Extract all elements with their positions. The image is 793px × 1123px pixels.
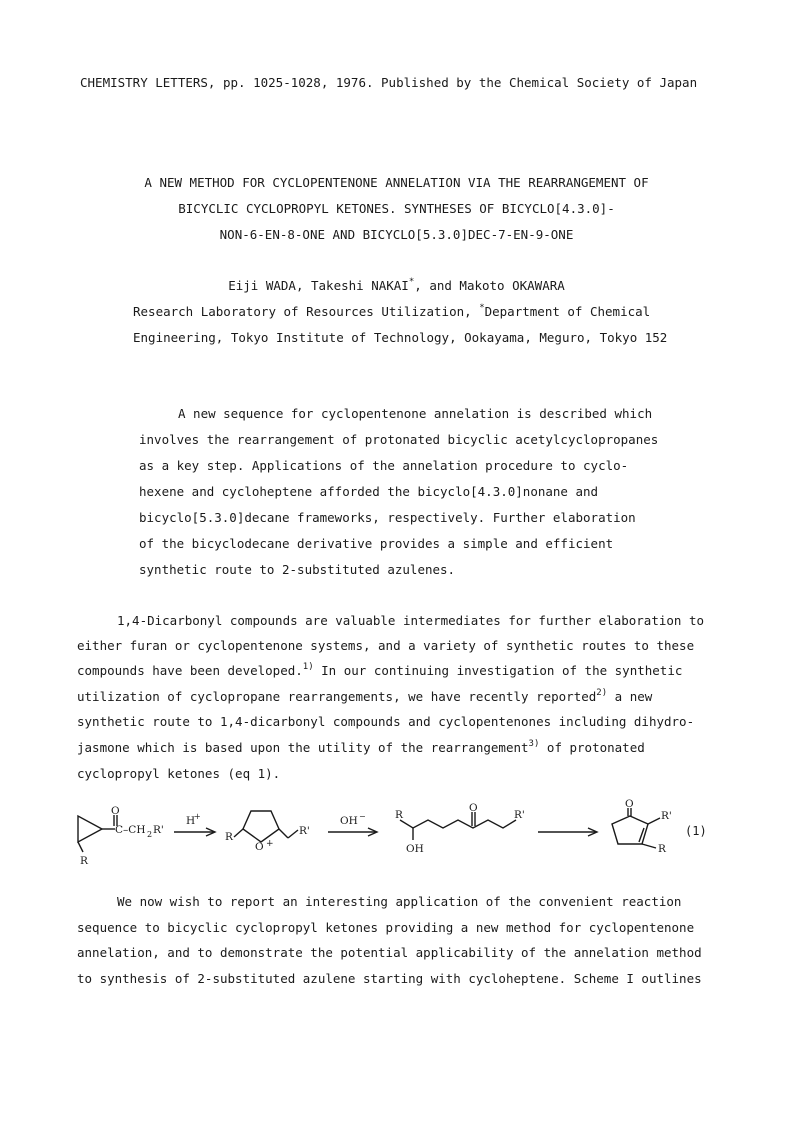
title-line-3: NON-6-EN-8-ONE AND BICYCLO[5.3.0]DEC-7-EN-9-ONE (219, 227, 574, 242)
cyclopropane-ring (78, 816, 102, 842)
body-line-4 (77, 689, 652, 704)
body-line-3-text-a: compounds have been developed. (77, 663, 303, 678)
bond-to-r (78, 842, 83, 852)
affiliation-line-1 (133, 304, 650, 319)
enone-bond-to-rprime (648, 818, 660, 824)
body-line-6-text-a: jasmone which is based upon the utility of the rearrangement (77, 740, 529, 755)
ring-bond-right-a (279, 829, 288, 838)
oxolanium-ring (243, 811, 279, 842)
body2-line-3: annelation, and to demonstrate the potential applicability of the annelation method (77, 945, 702, 960)
body-line-6-text-b: of protonated (539, 740, 645, 755)
abstract-line-1: A new sequence for cyclopentenone annelation is described which (178, 406, 653, 421)
rprime-label-2: R' (299, 825, 310, 837)
ref-1: 1) (302, 662, 314, 672)
r-label-3: R (395, 809, 403, 821)
body2-line-4: to synthesis of 2-substituted azulene starting with cycloheptene. Scheme I outlines (77, 971, 702, 986)
chain-carbonyl-oxygen: O (469, 802, 478, 814)
abstract-line-7: synthetic route to 2-substituted azulenes. (139, 562, 456, 577)
journal-header: CHEMISTRY LETTERS, pp. 1025-1028, 1976. Published by the Chemical Society of Japan (80, 75, 698, 90)
abstract-line-5: bicyclo[5.3.0]decane frameworks, respectively. Further elaboration (139, 510, 636, 525)
abstract-line-2: involves the rearrangement of protonated bicyclic acetylcyclopropanes (139, 432, 659, 447)
reaction-scheme-eq1 (70, 798, 750, 878)
reagent-h: H (186, 815, 196, 827)
authors (0, 278, 793, 293)
title-line-2: BICYCLIC CYCLOPROPYL KETONES. SYNTHESES OF BICYCLO[4.3.0]- (178, 201, 615, 216)
affiliation-mark: * (479, 303, 485, 313)
reagent-h-charge: + (194, 812, 201, 821)
ref-2: 2) (596, 688, 608, 698)
ch2-subscript: 2 (147, 830, 153, 839)
r-label-2: R (225, 831, 233, 843)
hydroxyl-label: OH (406, 843, 424, 855)
abstract-line-4: hexene and cycloheptene afforded the bicyclo[4.3.0]nonane and (139, 484, 599, 499)
ring-bond-right-b (288, 830, 298, 838)
body-line-5: synthetic route to 1,4-dicarbonyl compounds and cyclopentenones including dihydro- (77, 714, 695, 729)
ring-oxygen-charge: + (266, 839, 274, 849)
r-label-4: R (658, 843, 666, 855)
reagent-oh: OH (340, 815, 358, 827)
r-label-1: R (80, 855, 88, 867)
enone-oxygen: O (625, 798, 634, 810)
abstract-line-6: of the bicyclodecane derivative provides a simple and efficient (139, 536, 614, 551)
body2-line-1: We now wish to report an interesting application of the convenient reaction (117, 894, 682, 909)
body-line-4-text-a: utilization of cyclopropane rearrangements, we have recently reported (77, 689, 597, 704)
body-line-7: cyclopropyl ketones (eq 1). (77, 766, 281, 781)
corresponding-mark: * (408, 277, 415, 287)
affiliation-text-2: Department of Chemical (484, 304, 651, 319)
ring-bond-to-r (234, 829, 243, 837)
authors-text-1: Eiji WADA, Takeshi NAKAI (228, 278, 409, 293)
authors-text-2: , and Makoto OKAWARA (414, 278, 565, 293)
body2-line-2: sequence to bicyclic cyclopropyl ketones providing a new method for cyclopentenone (77, 920, 695, 935)
chain-skeleton (400, 820, 516, 828)
body-line-2: either furan or cyclopentenone systems, and a variety of synthetic routes to these (77, 638, 695, 653)
affiliation-text-1: Research Laboratory of Resources Utilization, (133, 304, 480, 319)
ring-oxygen: O (255, 841, 264, 853)
abstract-line-3: as a key step. Applications of the annelation procedure to cyclo- (139, 458, 629, 473)
ch2-group: C–CH (115, 824, 146, 836)
enone-bond-to-r (642, 844, 656, 848)
body-line-1: 1,4-Dicarbonyl compounds are valuable intermediates for further elaboration to (117, 613, 704, 628)
body-line-6 (77, 740, 645, 755)
ref-3: 3) (528, 739, 540, 749)
body-line-3 (77, 663, 682, 678)
equation-number: (1) (685, 824, 707, 838)
body-line-4-text-b: a new (607, 689, 653, 704)
rprime-label-1: R' (153, 824, 164, 836)
reagent-oh-charge: − (359, 812, 366, 821)
rprime-label-3: R' (514, 809, 525, 821)
ketone-oxygen: O (111, 805, 120, 817)
rprime-label-4: R' (661, 810, 672, 822)
affiliation-line-2: Engineering, Tokyo Institute of Technology, Ookayama, Meguro, Tokyo 152 (133, 330, 668, 345)
body-line-3-text-b: In our continuing investigation of the synthetic (313, 663, 683, 678)
title-line-1: A NEW METHOD FOR CYCLOPENTENONE ANNELATION VIA THE REARRANGEMENT OF (144, 175, 649, 190)
